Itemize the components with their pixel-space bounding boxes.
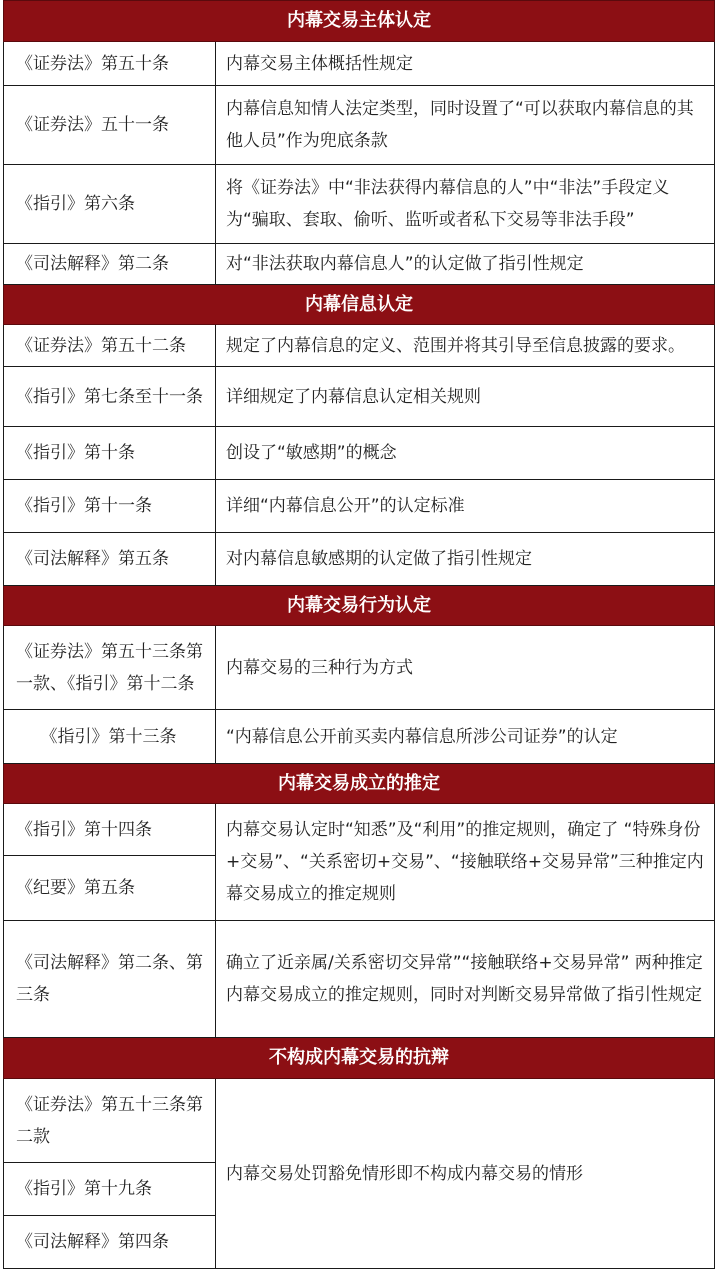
description-cell: 详细规定了内幕信息认定相关规则 [216, 367, 715, 427]
description-cell: 内幕交易处罚豁免情形即不构成内幕交易的情形 [216, 1079, 715, 1269]
regulation-table [3, 0, 715, 1269]
provision-cell: 《指引》第十一条 [4, 480, 216, 533]
description-cell: 对“非法获取内幕信息人”的认定做了指引性规定 [216, 244, 715, 285]
provision-cell: 《证券法》第五十三条第二款 [4, 1079, 216, 1163]
provision-cell: 《指引》第七条至十一条 [4, 367, 216, 427]
description-cell: 确立了近亲属/关系密切交异常”“接触联络+交易异常” 两种推定内幕交易成立的推定规则，同时对判断交易异常做了指引性规定 [216, 921, 715, 1038]
table-row [4, 626, 715, 710]
table-row [4, 921, 715, 1038]
provision-cell: 《司法解释》第五条 [4, 533, 216, 586]
description-cell: 内幕信息知情人法定类型，同时设置了“可以获取内幕信息的其他人员”作为兜底条款 [216, 86, 715, 165]
section-header-behavior [4, 586, 715, 626]
description-cell: 内幕交易主体概括性规定 [216, 42, 715, 86]
section-header-subject [4, 1, 715, 42]
table-row [4, 367, 715, 427]
provision-cell: 《指引》第十四条 [4, 804, 216, 856]
section-header-presumption [4, 764, 715, 804]
provision-cell: 《司法解释》第四条 [4, 1216, 216, 1269]
table-row [4, 165, 715, 244]
table-row [4, 42, 715, 86]
description-cell: 将《证券法》中“非法获得内幕信息的人”中“非法”手段定义为“骗取、套取、偷听、监听或者私下交易等非法手段” [216, 165, 715, 244]
provision-cell: 《证券法》五十一条 [4, 86, 216, 165]
section-title: 内幕交易成立的推定 [4, 764, 715, 804]
provision-cell: 《指引》第十九条 [4, 1163, 216, 1216]
table-row [4, 427, 715, 480]
description-cell: 内幕交易的三种行为方式 [216, 626, 715, 710]
provision-cell: 《纪要》第五条 [4, 856, 216, 921]
description-cell: 规定了内幕信息的定义、范围并将其引导至信息披露的要求。 [216, 325, 715, 367]
description-cell: 内幕交易认定时“知悉”及“利用”的推定规则，确定了 “特殊身份+交易”、“关系密切+交易”、“接触联络+交易异常”三种推定内幕交易成立的推定规则 [216, 804, 715, 921]
description-cell: “内幕信息公开前买卖内幕信息所涉公司证券”的认定 [216, 710, 715, 764]
description-cell: 创设了“敏感期”的概念 [216, 427, 715, 480]
section-title: 不构成内幕交易的抗辩 [4, 1038, 715, 1079]
provision-cell: 《指引》第十三条 [4, 710, 216, 764]
section-header-info [4, 285, 715, 325]
table-row [4, 1079, 715, 1163]
provision-cell: 《证券法》第五十三条第一款、《指引》第十二条 [4, 626, 216, 710]
table-row [4, 533, 715, 586]
provision-cell: 《证券法》第五十条 [4, 42, 216, 86]
provision-cell: 《指引》第六条 [4, 165, 216, 244]
section-title: 内幕交易行为认定 [4, 586, 715, 626]
provision-cell: 《证券法》第五十二条 [4, 325, 216, 367]
section-title: 内幕信息认定 [4, 285, 715, 325]
table-row [4, 480, 715, 533]
description-cell: 详细“内幕信息公开”的认定标准 [216, 480, 715, 533]
description-cell: 对内幕信息敏感期的认定做了指引性规定 [216, 533, 715, 586]
table-row [4, 244, 715, 285]
table-row [4, 86, 715, 165]
provision-cell: 《指引》第十条 [4, 427, 216, 480]
section-title: 内幕交易主体认定 [4, 1, 715, 42]
table-row [4, 325, 715, 367]
table-row [4, 710, 715, 764]
provision-cell: 《司法解释》第二条 [4, 244, 216, 285]
provision-cell: 《司法解释》第二条、第三条 [4, 921, 216, 1038]
section-header-defense [4, 1038, 715, 1079]
table-row [4, 804, 715, 856]
